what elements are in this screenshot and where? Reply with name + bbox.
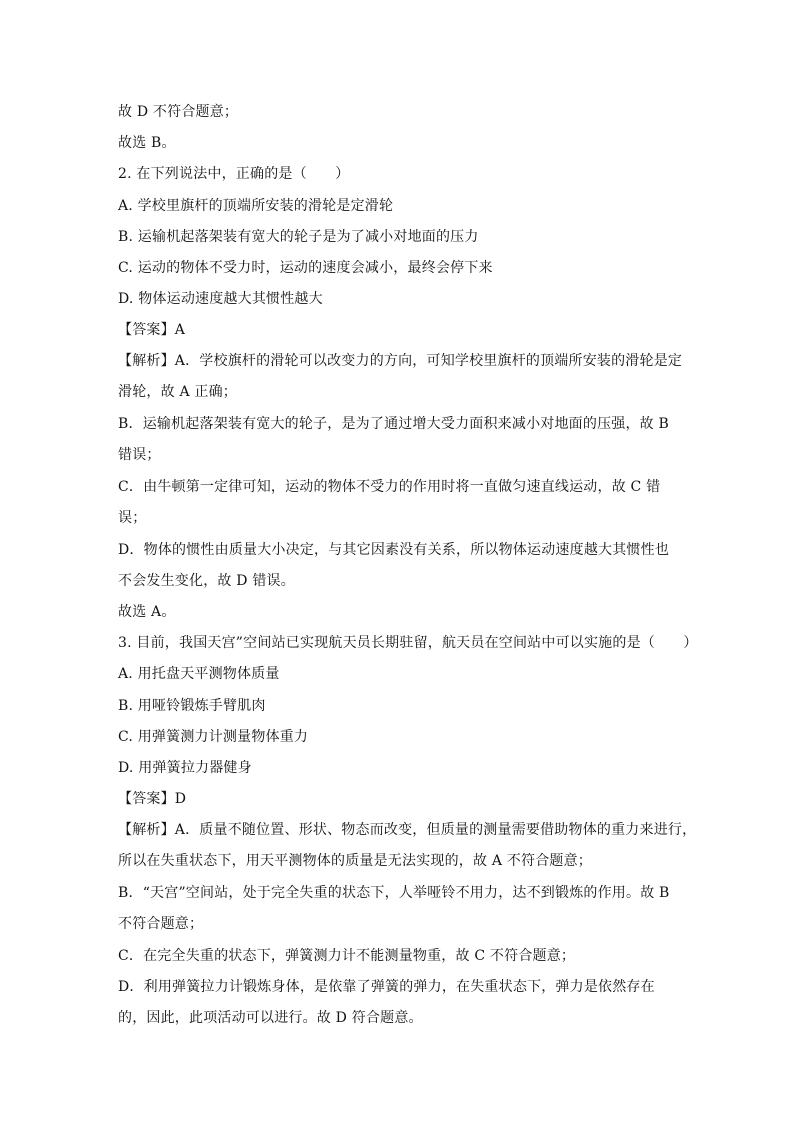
question-2-stem: 2. 在下列说法中，正确的是（ ） bbox=[118, 166, 350, 182]
analysis-line: 【解析】A．质量不随位置、形状、物态而改变，但质量的测量需要借助物体的重力来进行， bbox=[118, 822, 697, 838]
analysis-line: C．由牛顿第一定律可知，运动的物体不受力的作用时将一直做匀速直线运动，故 C 错 bbox=[118, 479, 661, 495]
analysis-line: 误； bbox=[118, 510, 147, 526]
analysis-line: 的，因此，此项活动可以进行。故 D 符合题意。 bbox=[118, 1010, 423, 1026]
analysis-line: D．物体的惯性由质量大小决定，与其它因素没有关系，所以物体运动速度越大其惯性也 bbox=[118, 542, 670, 558]
analysis-line: B．运输机起落架装有宽大的轮子，是为了通过增大受力面积来减小对地面的压强，故 B bbox=[118, 416, 670, 432]
analysis-line: B．“天宫”空间站，处于完全失重的状态下，人举哑铃不用力，达不到锻炼的作用。故 B bbox=[118, 885, 670, 901]
analysis-line: 不符合题意； bbox=[118, 916, 204, 932]
analysis-line: 不会发生变化，故 D 错误。 bbox=[118, 573, 295, 589]
text-line: 故 D 不符合题意； bbox=[118, 104, 239, 120]
conclusion-line: 故选 A。 bbox=[118, 604, 176, 620]
option-d: D. 物体运动速度越大其惯性越大 bbox=[118, 291, 323, 307]
option-d: D. 用弹簧拉力器健身 bbox=[118, 760, 252, 776]
answer-line: 【答案】A bbox=[118, 322, 186, 338]
analysis-line: 滑轮，故 A 正确； bbox=[118, 384, 238, 400]
option-c: C. 运动的物体不受力时，运动的速度会减小，最终会停下来 bbox=[118, 260, 493, 276]
option-a: A. 学校里旗杆的顶端所安装的滑轮是定滑轮 bbox=[118, 198, 394, 214]
analysis-line: D．利用弹簧拉力计锻炼身体，是依靠了弹簧的弹力，在失重状态下，弹力是依然存在 bbox=[118, 979, 655, 995]
option-b: B. 运输机起落架装有宽大的轮子是为了减小对地面的压力 bbox=[118, 229, 479, 245]
answer-line: 【答案】D bbox=[118, 791, 187, 807]
option-c: C. 用弹簧测力计测量物体重力 bbox=[118, 729, 309, 745]
analysis-line: C．在完全失重的状态下，弹簧测力计不能测量物重，故 C 不符合题意； bbox=[118, 948, 576, 964]
analysis-line: 错误； bbox=[118, 447, 161, 463]
option-b: B. 用哑铃锻炼手臂肌肉 bbox=[118, 698, 266, 714]
option-a: A. 用托盘天平测物体质量 bbox=[118, 666, 280, 682]
analysis-line: 所以在失重状态下，用天平测物体的质量是无法实现的，故 A 不符合题意； bbox=[118, 853, 593, 869]
question-3-stem: 3. 目前，我国天宫”空间站已实现航天员长期驻留，航天员在空间站中可以实施的是（ ） bbox=[118, 635, 698, 651]
analysis-line: 【解析】A．学校旗杆的滑轮可以改变力的方向，可知学校里旗杆的顶端所安装的滑轮是定 bbox=[118, 353, 683, 369]
text-line: 故选 B。 bbox=[118, 135, 176, 151]
